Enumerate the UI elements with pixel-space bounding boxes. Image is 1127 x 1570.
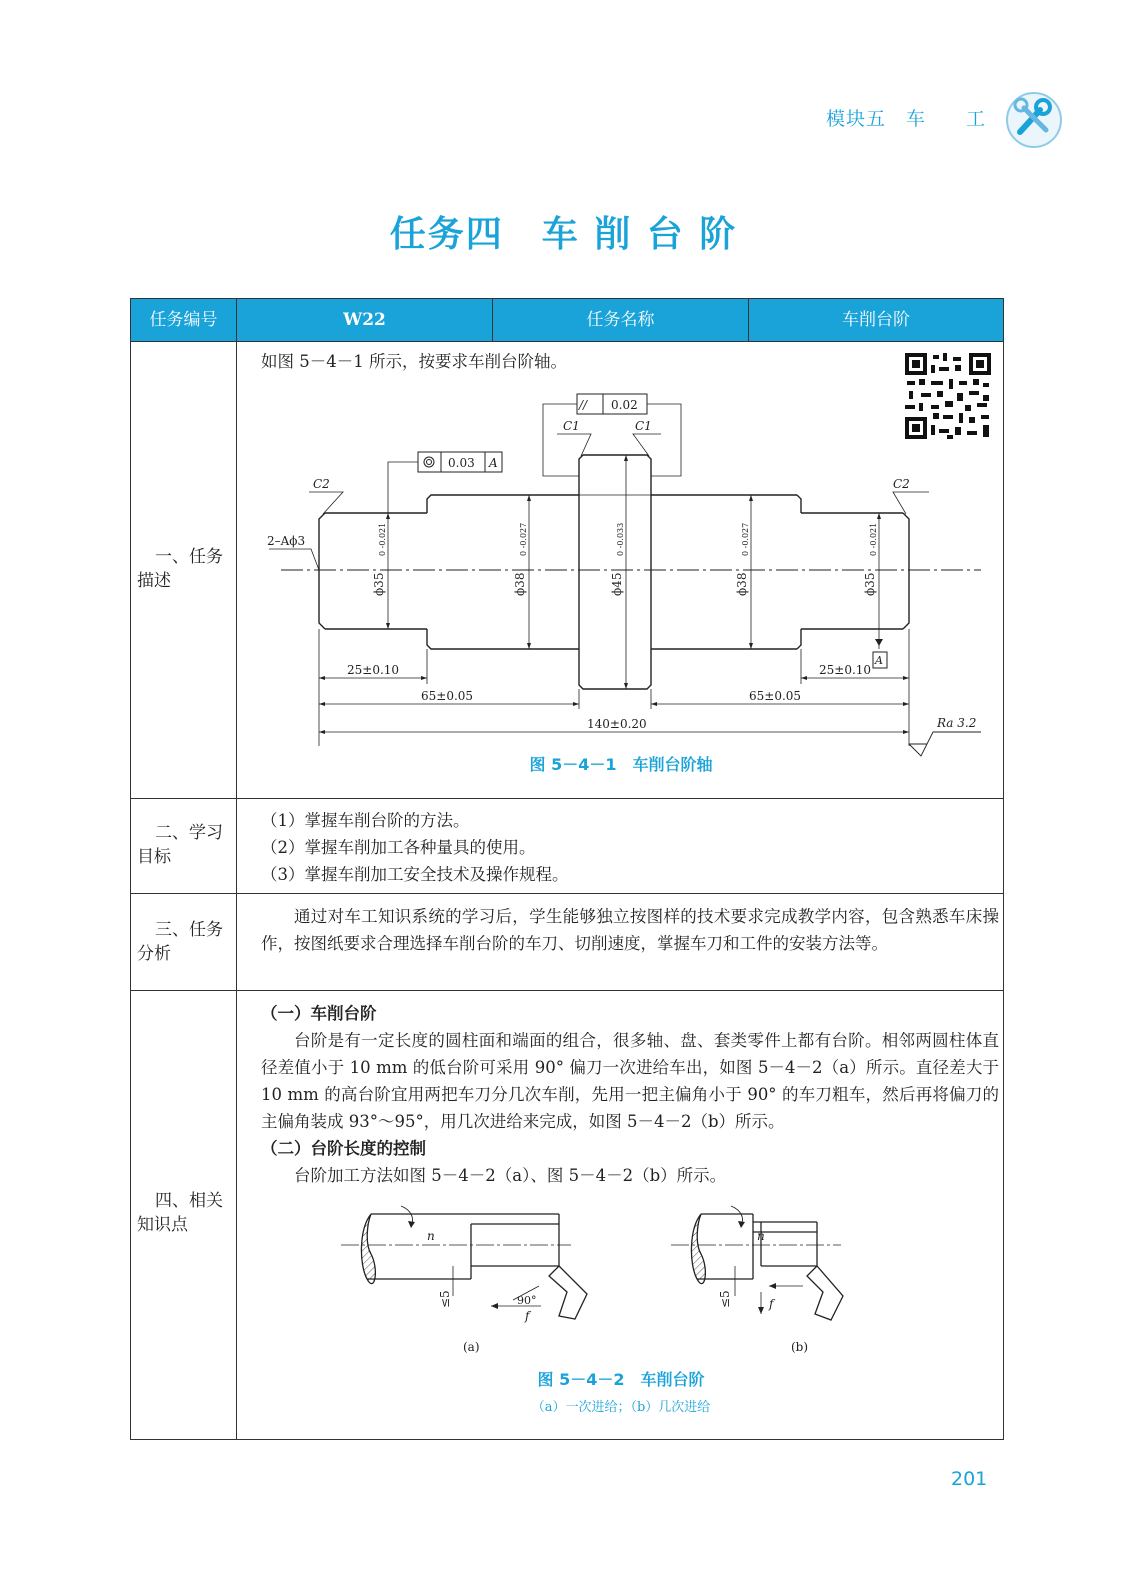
chamfer-c2-left: C2 (313, 477, 330, 491)
step-turning-figure (331, 1204, 911, 1359)
length-left-long: 65±0.05 (421, 689, 474, 703)
parallelism-symbol: // (579, 398, 588, 412)
row-divider (131, 990, 1003, 991)
objective-item: （1）掌握车削台阶的方法。 (261, 811, 470, 830)
paragraph-length-control: 台阶加工方法如图 5－4－2（a）、图 5－4－2（b）所示。 (294, 1166, 727, 1185)
module-header: 模块五 车 工 (826, 108, 987, 130)
objective-item: （2）掌握车削加工各种量具的使用。 (261, 838, 536, 857)
length-total: 140±0.20 (587, 717, 647, 731)
feed-f-b: f (769, 1297, 774, 1311)
datum-a-box: A (875, 654, 883, 667)
wrench-logo-icon (1004, 90, 1064, 150)
center-hole-label: 2–Aϕ3 (267, 534, 306, 548)
diameter-45-tol: 0 -0.033 (616, 522, 625, 556)
length-left-short: 25±0.10 (347, 663, 400, 677)
heading-length-control: （二）台阶长度的控制 (261, 1139, 426, 1158)
label-b: (b) (791, 1340, 809, 1354)
page-title: 任务四 车 削 台 阶 (389, 214, 738, 255)
angle-90: 90° (517, 1294, 537, 1307)
roughness-label: Ra 3.2 (937, 716, 977, 730)
label-a: (a) (463, 1340, 480, 1354)
figure-caption-541: 图 5－4－1 车削台阶轴 (529, 755, 713, 774)
diameter-35-left-tol: 0 -0.021 (378, 522, 387, 556)
concentricity-value: 0.03 (448, 456, 475, 470)
row-label-knowledge: 四、相关 知识点 (137, 1191, 223, 1235)
task-number-label: 任务编号 (149, 310, 218, 330)
rotation-n-a: n (427, 1229, 435, 1243)
heading-turning-steps: （一）车削台阶 (261, 1004, 377, 1023)
chamfer-c2-right: C2 (893, 477, 910, 491)
length-right-long: 65±0.05 (749, 689, 802, 703)
datum-ref: A (489, 456, 498, 470)
row-label-analysis: 三、任务 分析 (137, 920, 223, 964)
feed-f-a: f (525, 1309, 530, 1323)
knowledge-content (261, 1000, 999, 1189)
diameter-38-left: ϕ38 (513, 572, 527, 596)
diameter-35-right: ϕ35 (863, 572, 877, 596)
row-label-objectives: 二、学习 目标 (137, 823, 223, 867)
figure-caption-542: 图 5－4－2 车削台阶 (537, 1370, 705, 1389)
stepped-shaft-drawing (261, 384, 991, 759)
diameter-38-right-tol: 0 -0.027 (741, 522, 750, 556)
diameter-38-left-tol: 0 -0.027 (519, 522, 528, 556)
objectives-list (261, 807, 1001, 888)
length-right-short: 25±0.10 (819, 663, 872, 677)
column-divider (236, 341, 237, 1439)
analysis-text: 通过对车工知识系统的学习后，学生能够独立按图样的技术要求完成教学内容，包含熟悉车床操作，按图纸要求合理选择车削台阶的车刀、切削速度，掌握车刀和工件的安装方法等。 (261, 907, 999, 953)
paragraph-turning-steps: 台阶是有一定长度的圆柱面和端面的组合，很多轴、盘、套类零件上都有台阶。相邻两圆柱体直径差值小于 10 mm 的低台阶可采用 90° 偏刀一次进给车出，如图 5－4－2（a）所示。直径差大于 10 mm 的高台阶宜用两把车刀分几次车削，先用一把主偏角小于 90° 的车刀粗车，然后再将偏刀的主偏角装成 93°～95°，用几次进给来完成，如图 5－4－2（b）所示。 (261, 1031, 999, 1131)
page-number: 201 (951, 1468, 988, 1490)
chamfer-c1-left: C1 (563, 419, 580, 433)
description-text: 如图 5－4－1 所示，按要求车削台阶轴。 (261, 352, 567, 371)
diameter-35-left: ϕ35 (372, 572, 386, 596)
row-label-description: 一、任务 描述 (137, 547, 223, 591)
diameter-35-right-tol: 0 -0.021 (869, 522, 878, 556)
rotation-n-b: n (757, 1229, 765, 1243)
diameter-45: ϕ45 (610, 572, 624, 596)
depth-le5-b: ≤5 (718, 1290, 732, 1308)
task-number-value: W22 (343, 310, 386, 330)
row-divider (131, 893, 1003, 894)
row-divider (131, 798, 1003, 799)
task-name-value: 车削台阶 (842, 310, 910, 330)
objective-item: （3）掌握车削加工安全技术及操作规程。 (261, 865, 569, 884)
task-table (130, 298, 1004, 1440)
task-name-label: 任务名称 (586, 310, 655, 330)
table-header-row (131, 299, 1003, 342)
diameter-38-right: ϕ38 (735, 572, 749, 596)
chamfer-c1-right: C1 (635, 419, 652, 433)
parallelism-value: 0.02 (611, 398, 638, 412)
figure-subcaption-542: （a）一次进给；（b）几次进给 (531, 1400, 711, 1415)
depth-le5-a: ≤5 (438, 1290, 452, 1308)
